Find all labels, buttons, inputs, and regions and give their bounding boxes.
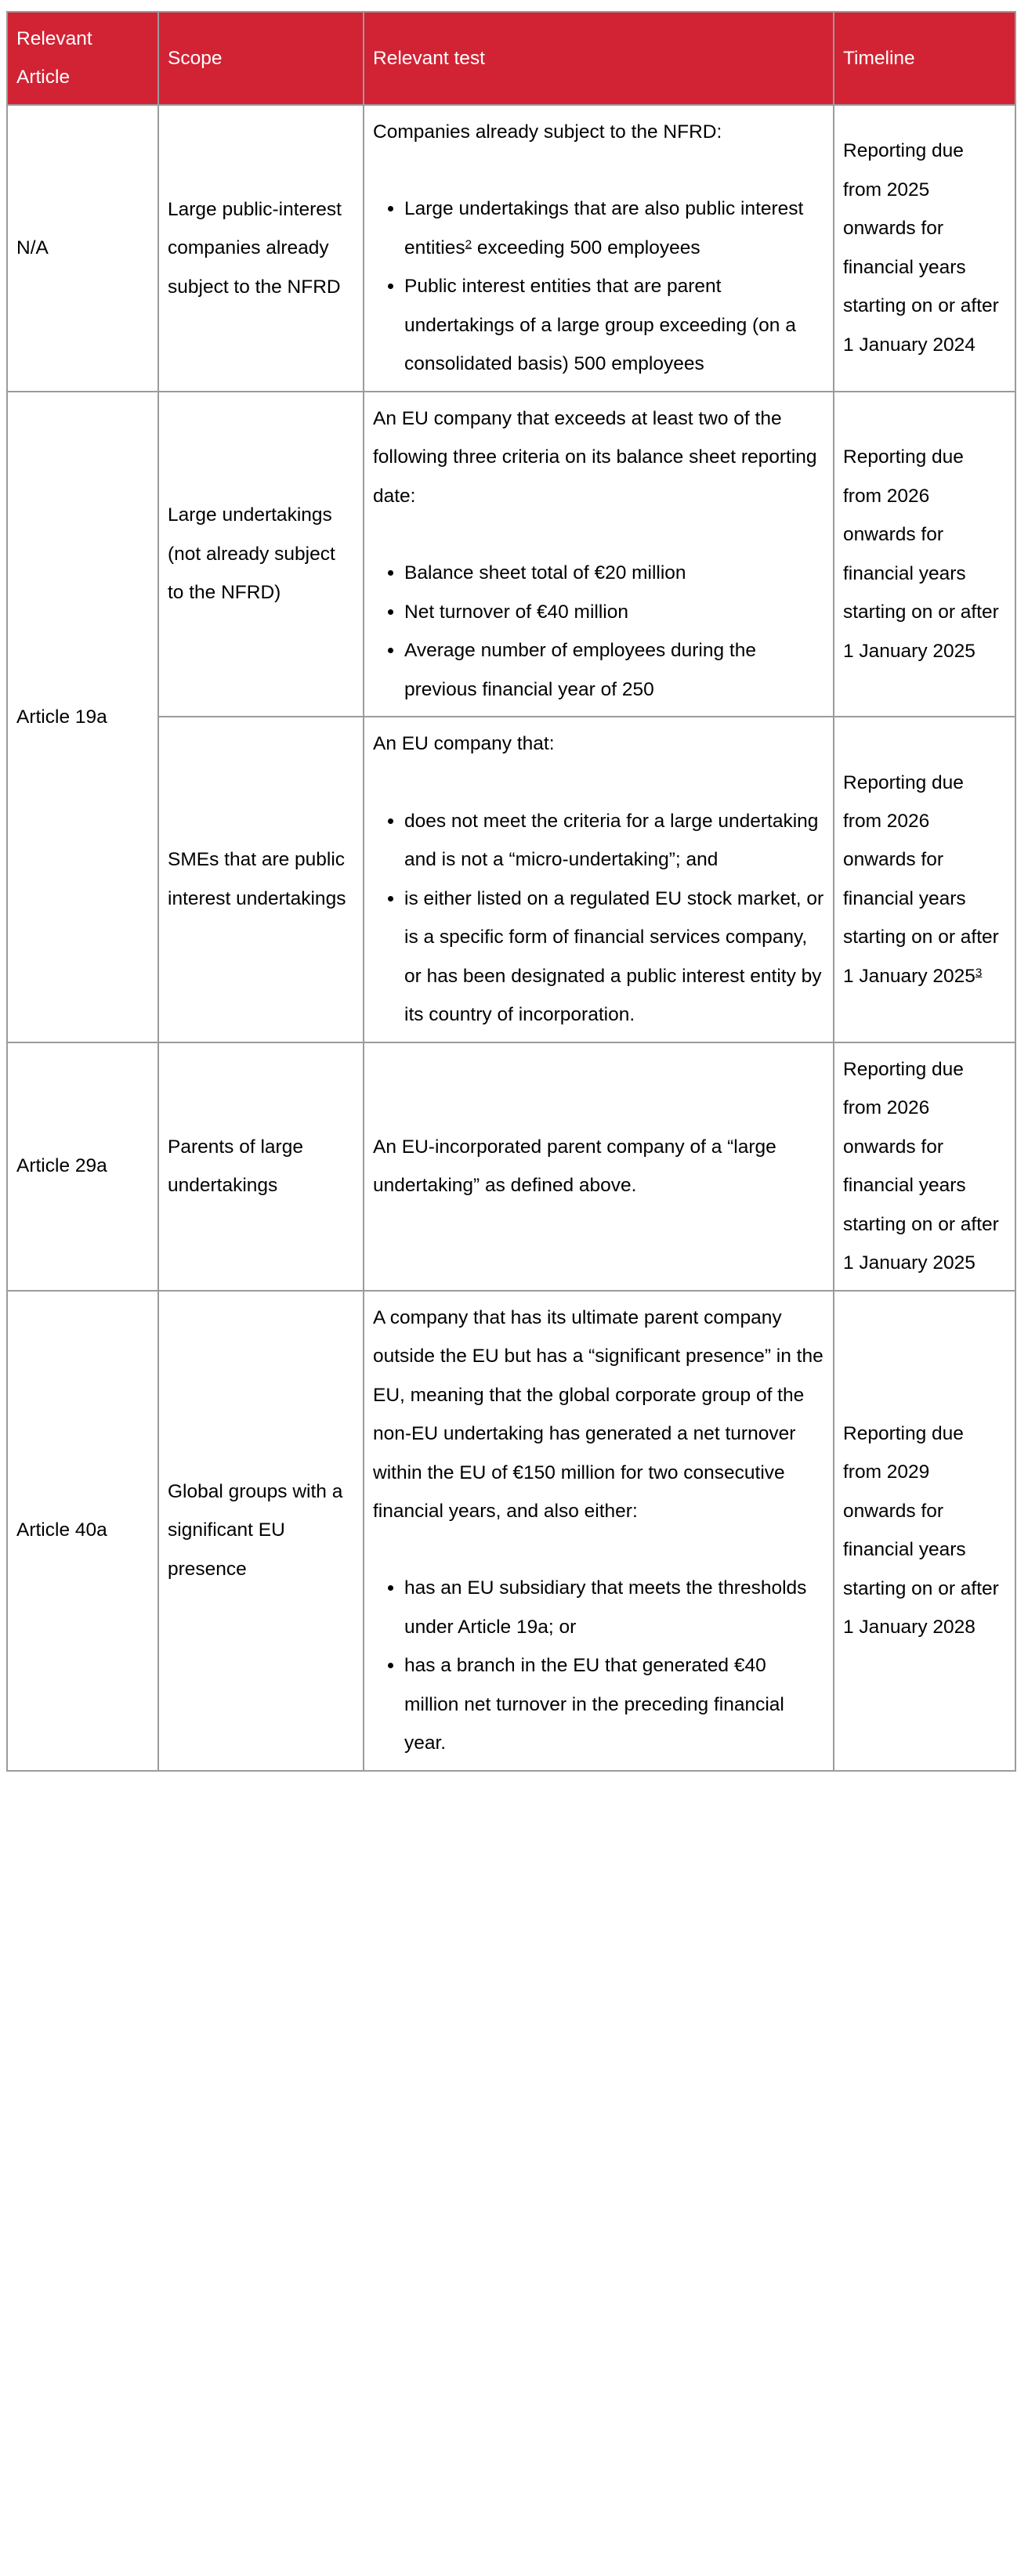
cell-scope: Global groups with a significant EU presence: [158, 1291, 364, 1771]
header-timeline: Timeline: [834, 12, 1015, 105]
cell-article: Article 40a: [7, 1291, 158, 1771]
timeline-text: Reporting due from 2026 onwards for financial years starting on or after 1 January 2025: [843, 771, 999, 987]
cell-timeline: [834, 105, 1015, 392]
cell-relevant-test: [364, 392, 834, 717]
header-relevant-test: Relevant test: [364, 12, 834, 105]
table-row: [7, 392, 1015, 717]
table-header: [7, 12, 1015, 105]
timeline-text: Reporting due from 2026 onwards for financial years starting on or after 1 January 2025: [843, 446, 999, 662]
test-lead-text: An EU-incorporated parent company of a “large undertaking” as defined above.: [373, 1136, 776, 1197]
list-item: • is either listed on a regulated EU stock market, or is a specific form of financial services company, or has been designated a public interest entity by its country of incorporation.: [404, 880, 825, 1035]
footnote-ref-2[interactable]: 2: [465, 237, 472, 251]
timeline-text: Reporting due from 2026 onwards for financial years starting on or after 1 January 2025: [843, 1058, 999, 1274]
list-item: • Average number of employees during the previous financial year of 250: [404, 631, 825, 709]
list-item: • Net turnover of €40 million: [404, 593, 825, 631]
cell-scope: SMEs that are public interest undertakings: [158, 717, 364, 1042]
test-bullet-list: [373, 802, 825, 1035]
test-lead-text: An EU company that exceeds at least two of the following three criteria on its balance sheet reporting date:: [373, 407, 817, 507]
list-item: • has an EU subsidiary that meets the thresholds under Article 19a; or: [404, 1569, 825, 1646]
list-item: • does not meet the criteria for a large undertaking and is not a “micro-undertaking”; and: [404, 802, 825, 880]
table-row: [7, 1291, 1015, 1771]
test-bullet-list: [373, 1569, 825, 1762]
cell-scope: Parents of large undertakings: [158, 1042, 364, 1291]
table-header-row: [7, 12, 1015, 105]
table-row: [7, 105, 1015, 392]
timeline-text: Reporting due from 2029 onwards for financial years starting on or after 1 January 2028: [843, 1422, 999, 1638]
cell-relevant-test: [364, 717, 834, 1042]
cell-timeline: [834, 1291, 1015, 1771]
table-row: [7, 717, 1015, 1042]
cell-relevant-test: [364, 105, 834, 392]
csrd-scope-table: [6, 11, 1016, 1772]
cell-article: Article 29a: [7, 1042, 158, 1291]
cell-timeline: [834, 1042, 1015, 1291]
cell-scope: Large undertakings (not already subject to the NFRD): [158, 392, 364, 717]
header-relevant-article: Relevant Article: [7, 12, 158, 105]
bullet-text: Large undertakings that are also public interest entities: [404, 198, 804, 258]
test-bullet-list: [373, 554, 825, 709]
list-item: [404, 190, 825, 267]
footnote-ref-3[interactable]: 3: [975, 966, 983, 980]
test-lead-text: Companies already subject to the NFRD:: [373, 121, 722, 143]
test-bullet-list: [373, 190, 825, 383]
table-row: [7, 1042, 1015, 1291]
cell-scope: Large public-interest companies already subject to the NFRD: [158, 105, 364, 392]
list-item: • has a branch in the EU that generated €40 million net turnover in the preceding financial year.: [404, 1646, 825, 1762]
test-lead-text: An EU company that:: [373, 733, 555, 755]
list-item: • Public interest entities that are parent undertakings of a large group exceeding (on a consolidated basis) 500 employees: [404, 267, 825, 383]
cell-timeline: [834, 717, 1015, 1042]
timeline-text: Reporting due from 2025 onwards for financial years starting on or after 1 January 2024: [843, 140, 999, 356]
cell-relevant-test: [364, 1291, 834, 1771]
cell-article: Article 19a: [7, 392, 158, 1042]
cell-relevant-test: [364, 1042, 834, 1291]
test-lead-text: A company that has its ultimate parent company outside the EU but has a “significant presence” in the EU, meaning that the global corporate group of the non-EU undertaking has generated a net turnover within the EU of €150 million for two consecutive financial years, and also either:: [373, 1306, 823, 1522]
header-scope: Scope: [158, 12, 364, 105]
cell-timeline: [834, 392, 1015, 717]
list-item: • Balance sheet total of €20 million: [404, 554, 825, 592]
cell-article: N/A: [7, 105, 158, 392]
table-body: [7, 105, 1015, 1771]
bullet-text-after: exceeding 500 employees: [472, 237, 700, 258]
